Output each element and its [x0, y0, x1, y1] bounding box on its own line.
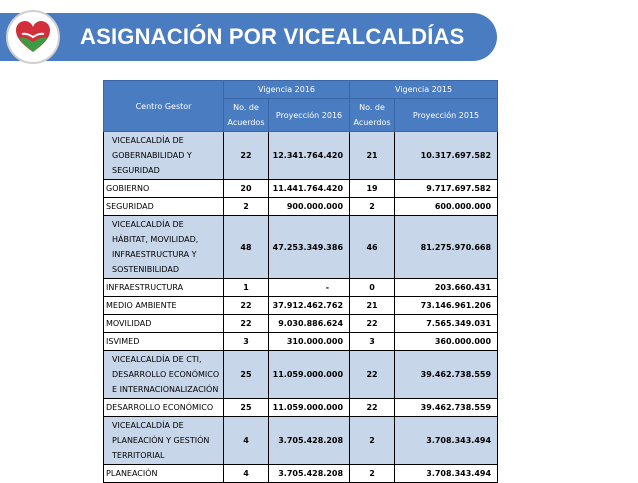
cell-proyeccion-2015: 600.000.000 — [395, 198, 498, 216]
table-group-row — [104, 132, 498, 180]
table-row — [104, 315, 498, 333]
cell-centro-gestor: VICEALCALDÍA DE PLANEACIÓN Y GESTIÓN TERRITORIAL — [104, 417, 224, 465]
column-header-proyeccion-2016: Proyección 2016 — [269, 99, 350, 132]
cell-proyeccion-2015: 3.708.343.494 — [395, 417, 498, 465]
cell-centro-gestor: GOBIERNO — [104, 180, 224, 198]
cell-acuerdos-2016: 25 — [224, 351, 269, 399]
cell-centro-gestor: INFRAESTRUCTURA — [104, 279, 224, 297]
cell-acuerdos-2016: 4 — [224, 465, 269, 483]
table-group-row — [104, 351, 498, 399]
cell-proyeccion-2016: 37.912.462.762 — [269, 297, 350, 315]
cell-acuerdos-2016: 22 — [224, 315, 269, 333]
cell-acuerdos-2015: 22 — [350, 399, 395, 417]
cell-proyeccion-2016: 9.030.886.624 — [269, 315, 350, 333]
assignment-table — [103, 80, 498, 483]
table-row — [104, 180, 498, 198]
cell-acuerdos-2015: 21 — [350, 132, 395, 180]
cell-acuerdos-2016: 22 — [224, 132, 269, 180]
cell-acuerdos-2015: 21 — [350, 297, 395, 315]
cell-centro-gestor: VICEALCALDÍA DE CTI, DESARROLLO ECONÓMICO E INTERNACIONALIZACIÓN — [104, 351, 224, 399]
cell-proyeccion-2016: 47.253.349.386 — [269, 216, 350, 279]
cell-acuerdos-2016: 3 — [224, 333, 269, 351]
cell-centro-gestor: VICEALCALDÍA DE HÁBITAT, MOVILIDAD, INFRAESTRUCTURA Y SOSTENIBILIDAD — [104, 216, 224, 279]
cell-acuerdos-2015: 22 — [350, 351, 395, 399]
cell-acuerdos-2015: 19 — [350, 180, 395, 198]
cell-centro-gestor: ISVIMED — [104, 333, 224, 351]
cell-acuerdos-2015: 2 — [350, 417, 395, 465]
cell-proyeccion-2016: 310.000.000 — [269, 333, 350, 351]
cell-proyeccion-2015: 73.146.961.206 — [395, 297, 498, 315]
cell-centro-gestor: SEGURIDAD — [104, 198, 224, 216]
cell-proyeccion-2015: 39.462.738.559 — [395, 399, 498, 417]
cell-proyeccion-2015: 39.462.738.559 — [395, 351, 498, 399]
cell-acuerdos-2016: 2 — [224, 198, 269, 216]
cell-proyeccion-2015: 203.660.431 — [395, 279, 498, 297]
cell-acuerdos-2016: 48 — [224, 216, 269, 279]
cell-proyeccion-2016: 12.341.764.420 — [269, 132, 350, 180]
page-title: ASIGNACIÓN POR VICEALCALDÍAS — [80, 24, 465, 49]
table-row — [104, 198, 498, 216]
cell-centro-gestor: PLANEACIÓN — [104, 465, 224, 483]
cell-proyeccion-2016: 11.059.000.000 — [269, 399, 350, 417]
cell-acuerdos-2015: 2 — [350, 198, 395, 216]
column-header-vigencia-2016: Vigencia 2016 — [224, 81, 350, 99]
table-row — [104, 297, 498, 315]
column-header-proyeccion-2015: Proyección 2015 — [395, 99, 498, 132]
table-row — [104, 279, 498, 297]
cell-centro-gestor: MEDIO AMBIENTE — [104, 297, 224, 315]
cell-acuerdos-2016: 22 — [224, 297, 269, 315]
cell-proyeccion-2015: 81.275.970.668 — [395, 216, 498, 279]
table-row — [104, 399, 498, 417]
cell-proyeccion-2016: 900.000.000 — [269, 198, 350, 216]
table-group-row — [104, 417, 498, 465]
cell-proyeccion-2015: 9.717.697.582 — [395, 180, 498, 198]
table-row — [104, 465, 498, 483]
cell-proyeccion-2016: 3.705.428.208 — [269, 417, 350, 465]
cell-acuerdos-2015: 3 — [350, 333, 395, 351]
logo — [6, 10, 60, 64]
cell-acuerdos-2015: 2 — [350, 465, 395, 483]
cell-centro-gestor: MOVILIDAD — [104, 315, 224, 333]
cell-acuerdos-2016: 4 — [224, 417, 269, 465]
table-row — [104, 333, 498, 351]
cell-acuerdos-2016: 20 — [224, 180, 269, 198]
heart-logo-icon — [14, 18, 52, 56]
cell-acuerdos-2015: 0 — [350, 279, 395, 297]
column-header-centro-gestor: Centro Gestor — [104, 81, 224, 132]
cell-centro-gestor: DESARROLLO ECONÓMICO — [104, 399, 224, 417]
cell-proyeccion-2016: 11.441.764.420 — [269, 180, 350, 198]
column-header-vigencia-2015: Vigencia 2015 — [350, 81, 498, 99]
column-header-acuerdos-2016: No. de Acuerdos — [224, 99, 269, 132]
cell-proyeccion-2016: - — [269, 279, 350, 297]
cell-proyeccion-2015: 7.565.349.031 — [395, 315, 498, 333]
cell-proyeccion-2015: 10.317.697.582 — [395, 132, 498, 180]
cell-acuerdos-2016: 25 — [224, 399, 269, 417]
table-group-row — [104, 216, 498, 279]
cell-acuerdos-2015: 46 — [350, 216, 395, 279]
cell-proyeccion-2015: 360.000.000 — [395, 333, 498, 351]
cell-acuerdos-2016: 1 — [224, 279, 269, 297]
cell-proyeccion-2016: 3.705.428.208 — [269, 465, 350, 483]
cell-proyeccion-2015: 3.708.343.494 — [395, 465, 498, 483]
column-header-acuerdos-2015: No. de Acuerdos — [350, 99, 395, 132]
cell-acuerdos-2015: 22 — [350, 315, 395, 333]
cell-proyeccion-2016: 11.059.000.000 — [269, 351, 350, 399]
cell-centro-gestor: VICEALCALDÍA DE GOBERNABILIDAD Y SEGURIDAD — [104, 132, 224, 180]
